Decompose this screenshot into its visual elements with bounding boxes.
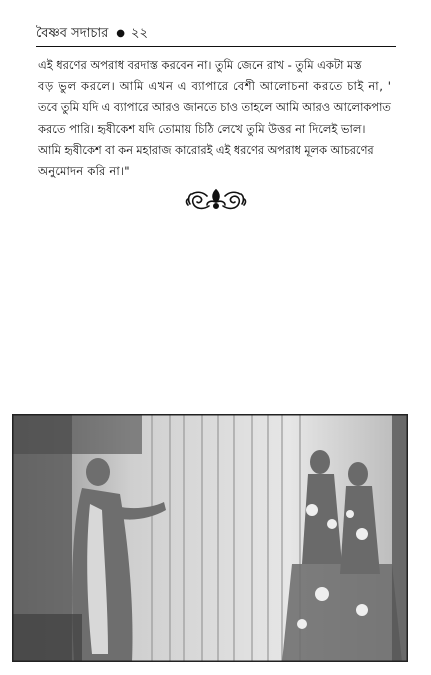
book-title: বৈষ্ণব সদাচার <box>36 26 109 41</box>
text-line: আমি হৃষীকেশ বা কন মহারাজ কারোরই এই ধরণের অপরাধ মূলক আচরণের <box>38 142 374 157</box>
body-paragraph <box>38 55 394 182</box>
text-line: এই ধরণের অপরাধ বরদাস্ত করবেন না। তুমি জেনে রাখ - তুমি একটা মস্ত <box>38 58 362 72</box>
page-number: ২২ <box>131 26 148 41</box>
photograph-icon <box>12 414 408 662</box>
floral-ornament-icon <box>185 186 247 212</box>
running-header <box>36 24 396 44</box>
header-divider <box>36 46 396 47</box>
text-line: বড় ভুল করলে। আমি এখন এ ব্যাপারে বেশী আলোচনা করতে চাই না, ' <box>38 79 392 94</box>
text-line: তবে তুমি যদি এ ব্যাপারে আরও জানতে চাও তাহলে আমি আরও আলোকপাত <box>38 100 391 115</box>
text-line: করতে পারি। হৃষীকেশ যদি তোমায় চিঠি লেখে তুমি উত্তর না দিলেই ভাল। <box>38 121 366 136</box>
bullet-separator: ● <box>116 28 126 39</box>
text-line: অনুমোদন করি না।" <box>38 163 130 178</box>
